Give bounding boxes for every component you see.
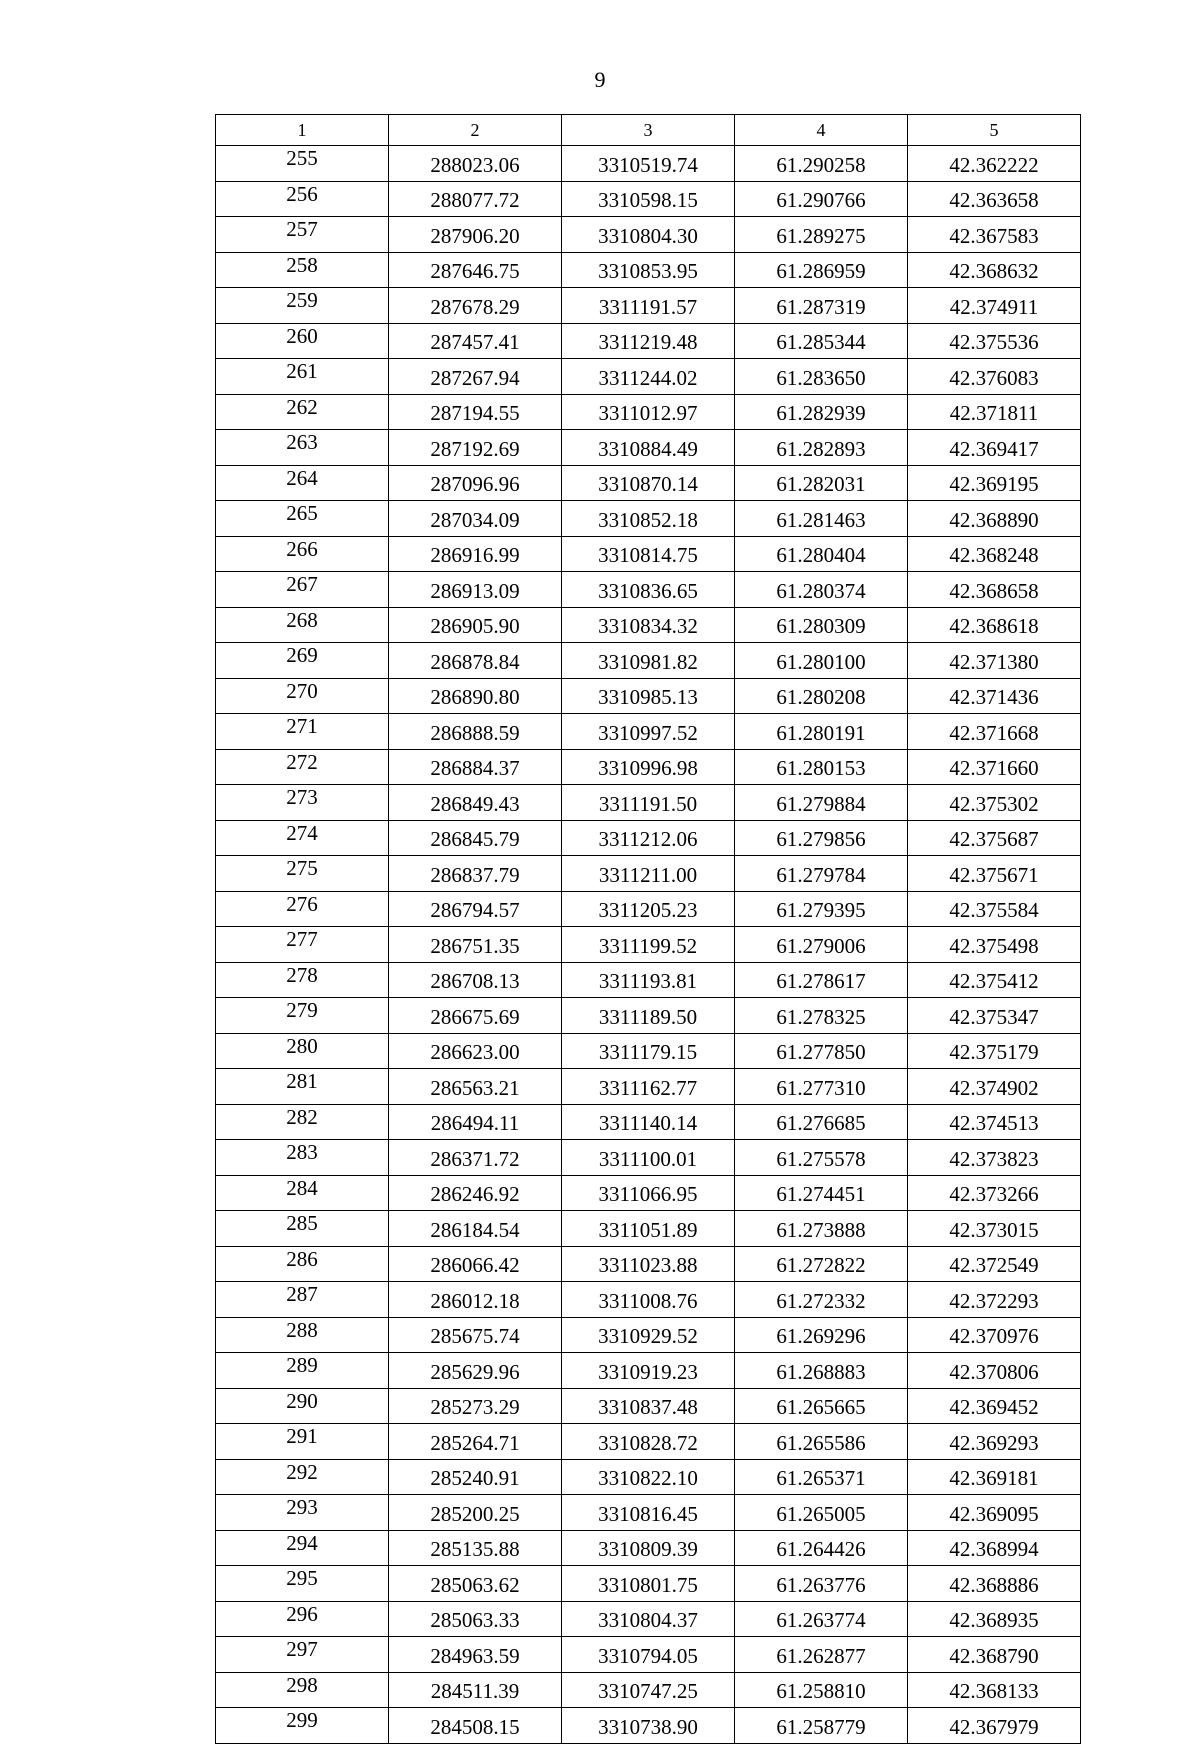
table-row [216,501,1081,537]
table-row [216,998,1081,1034]
point-number-cell: 260 [216,323,389,359]
y-coordinate-cell: 3310997.52 [562,714,735,750]
point-number-cell: 263 [216,430,389,466]
latitude-cell: 42.371436 [908,678,1081,714]
point-number-cell: 269 [216,643,389,679]
y-coordinate-cell: 3310870.14 [562,465,735,501]
table-row [216,1317,1081,1353]
table-row [216,785,1081,821]
point-number-cell: 271 [216,714,389,750]
point-number-cell: 295 [216,1566,389,1602]
point-number-cell: 267 [216,572,389,608]
table-row [216,1246,1081,1282]
point-number-cell: 283 [216,1140,389,1176]
table-body [216,146,1081,1744]
table-row [216,678,1081,714]
x-coordinate-cell: 286623.00 [389,1033,562,1069]
table-header [216,115,1081,146]
x-coordinate-cell: 285063.33 [389,1601,562,1637]
latitude-cell: 42.370976 [908,1317,1081,1353]
latitude-cell: 42.367979 [908,1708,1081,1744]
longitude-cell: 61.274451 [735,1175,908,1211]
x-coordinate-cell: 287096.96 [389,465,562,501]
x-coordinate-cell: 286066.42 [389,1246,562,1282]
longitude-cell: 61.279006 [735,927,908,963]
point-number-cell: 291 [216,1424,389,1460]
latitude-cell: 42.375347 [908,998,1081,1034]
table-row [216,820,1081,856]
point-number-cell: 257 [216,217,389,253]
table-row [216,181,1081,217]
table-row [216,1388,1081,1424]
x-coordinate-cell: 284508.15 [389,1708,562,1744]
latitude-cell: 42.368790 [908,1637,1081,1673]
column-header-3: 3 [562,115,735,146]
point-number-cell: 294 [216,1530,389,1566]
longitude-cell: 61.268883 [735,1353,908,1389]
point-number-cell: 297 [216,1637,389,1673]
latitude-cell: 42.363658 [908,181,1081,217]
table-row [216,217,1081,253]
x-coordinate-cell: 286494.11 [389,1104,562,1140]
point-number-cell: 274 [216,820,389,856]
x-coordinate-cell: 286905.90 [389,607,562,643]
longitude-cell: 61.258779 [735,1708,908,1744]
y-coordinate-cell: 3310804.30 [562,217,735,253]
table-row [216,891,1081,927]
longitude-cell: 61.280191 [735,714,908,750]
latitude-cell: 42.375687 [908,820,1081,856]
point-number-cell: 293 [216,1495,389,1531]
x-coordinate-cell: 288077.72 [389,181,562,217]
x-coordinate-cell: 287194.55 [389,394,562,430]
longitude-cell: 61.280208 [735,678,908,714]
x-coordinate-cell: 286371.72 [389,1140,562,1176]
table-row [216,572,1081,608]
longitude-cell: 61.282893 [735,430,908,466]
latitude-cell: 42.374513 [908,1104,1081,1140]
x-coordinate-cell: 286916.99 [389,536,562,572]
table-row [216,536,1081,572]
point-number-cell: 261 [216,359,389,395]
point-number-cell: 256 [216,181,389,217]
coordinates-table [215,114,1081,1744]
x-coordinate-cell: 287646.75 [389,252,562,288]
latitude-cell: 42.375671 [908,856,1081,892]
longitude-cell: 61.272332 [735,1282,908,1318]
y-coordinate-cell: 3311219.48 [562,323,735,359]
table-row [216,1175,1081,1211]
point-number-cell: 268 [216,607,389,643]
latitude-cell: 42.369417 [908,430,1081,466]
y-coordinate-cell: 3310794.05 [562,1637,735,1673]
y-coordinate-cell: 3311100.01 [562,1140,735,1176]
y-coordinate-cell: 3310919.23 [562,1353,735,1389]
x-coordinate-cell: 286563.21 [389,1069,562,1105]
table-row [216,1140,1081,1176]
longitude-cell: 61.285344 [735,323,908,359]
table-row [216,1033,1081,1069]
point-number-cell: 296 [216,1601,389,1637]
longitude-cell: 61.265371 [735,1459,908,1495]
point-number-cell: 279 [216,998,389,1034]
x-coordinate-cell: 286675.69 [389,998,562,1034]
longitude-cell: 61.258810 [735,1672,908,1708]
longitude-cell: 61.290258 [735,146,908,182]
y-coordinate-cell: 3311008.76 [562,1282,735,1318]
table-row [216,1708,1081,1744]
x-coordinate-cell: 288023.06 [389,146,562,182]
table-row [216,714,1081,750]
y-coordinate-cell: 3310852.18 [562,501,735,537]
longitude-cell: 61.280309 [735,607,908,643]
longitude-cell: 61.280374 [735,572,908,608]
latitude-cell: 42.368618 [908,607,1081,643]
longitude-cell: 61.262877 [735,1637,908,1673]
table-row [216,1211,1081,1247]
latitude-cell: 42.369195 [908,465,1081,501]
table-row [216,323,1081,359]
point-number-cell: 259 [216,288,389,324]
table-row [216,1069,1081,1105]
x-coordinate-cell: 287267.94 [389,359,562,395]
y-coordinate-cell: 3310804.37 [562,1601,735,1637]
x-coordinate-cell: 284963.59 [389,1637,562,1673]
latitude-cell: 42.368133 [908,1672,1081,1708]
x-coordinate-cell: 286837.79 [389,856,562,892]
longitude-cell: 61.280100 [735,643,908,679]
point-number-cell: 281 [216,1069,389,1105]
y-coordinate-cell: 3310801.75 [562,1566,735,1602]
x-coordinate-cell: 285675.74 [389,1317,562,1353]
column-header-5: 5 [908,115,1081,146]
y-coordinate-cell: 3311211.00 [562,856,735,892]
point-number-cell: 270 [216,678,389,714]
latitude-cell: 42.369293 [908,1424,1081,1460]
point-number-cell: 284 [216,1175,389,1211]
table-row [216,1672,1081,1708]
longitude-cell: 61.280404 [735,536,908,572]
latitude-cell: 42.373015 [908,1211,1081,1247]
y-coordinate-cell: 3311189.50 [562,998,735,1034]
y-coordinate-cell: 3310853.95 [562,252,735,288]
y-coordinate-cell: 3311199.52 [562,927,735,963]
latitude-cell: 42.371380 [908,643,1081,679]
table-row [216,1495,1081,1531]
table-row [216,359,1081,395]
longitude-cell: 61.281463 [735,501,908,537]
table-row [216,1282,1081,1318]
latitude-cell: 42.372293 [908,1282,1081,1318]
latitude-cell: 42.371660 [908,749,1081,785]
longitude-cell: 61.277310 [735,1069,908,1105]
point-number-cell: 299 [216,1708,389,1744]
latitude-cell: 42.368658 [908,572,1081,608]
point-number-cell: 287 [216,1282,389,1318]
longitude-cell: 61.280153 [735,749,908,785]
header-row [216,115,1081,146]
table-row [216,1637,1081,1673]
latitude-cell: 42.374911 [908,288,1081,324]
y-coordinate-cell: 3311191.50 [562,785,735,821]
y-coordinate-cell: 3311205.23 [562,891,735,927]
latitude-cell: 42.369181 [908,1459,1081,1495]
latitude-cell: 42.371668 [908,714,1081,750]
x-coordinate-cell: 285264.71 [389,1424,562,1460]
y-coordinate-cell: 3311051.89 [562,1211,735,1247]
longitude-cell: 61.265665 [735,1388,908,1424]
x-coordinate-cell: 286184.54 [389,1211,562,1247]
y-coordinate-cell: 3311191.57 [562,288,735,324]
x-coordinate-cell: 286913.09 [389,572,562,608]
latitude-cell: 42.368886 [908,1566,1081,1602]
longitude-cell: 61.290766 [735,181,908,217]
longitude-cell: 61.283650 [735,359,908,395]
point-number-cell: 285 [216,1211,389,1247]
x-coordinate-cell: 286845.79 [389,820,562,856]
table-row [216,465,1081,501]
longitude-cell: 61.279395 [735,891,908,927]
table-row [216,643,1081,679]
x-coordinate-cell: 287457.41 [389,323,562,359]
y-coordinate-cell: 3310822.10 [562,1459,735,1495]
point-number-cell: 298 [216,1672,389,1708]
point-number-cell: 290 [216,1388,389,1424]
point-number-cell: 289 [216,1353,389,1389]
y-coordinate-cell: 3311140.14 [562,1104,735,1140]
y-coordinate-cell: 3311179.15 [562,1033,735,1069]
latitude-cell: 42.368248 [908,536,1081,572]
y-coordinate-cell: 3311244.02 [562,359,735,395]
latitude-cell: 42.369095 [908,1495,1081,1531]
point-number-cell: 272 [216,749,389,785]
longitude-cell: 61.276685 [735,1104,908,1140]
page-number: 9 [594,67,606,92]
column-header-1: 1 [216,115,389,146]
y-coordinate-cell: 3310828.72 [562,1424,735,1460]
latitude-cell: 42.376083 [908,359,1081,395]
x-coordinate-cell: 286794.57 [389,891,562,927]
x-coordinate-cell: 285240.91 [389,1459,562,1495]
latitude-cell: 42.368632 [908,252,1081,288]
longitude-cell: 61.275578 [735,1140,908,1176]
x-coordinate-cell: 286888.59 [389,714,562,750]
x-coordinate-cell: 286878.84 [389,643,562,679]
point-number-cell: 292 [216,1459,389,1495]
x-coordinate-cell: 285063.62 [389,1566,562,1602]
longitude-cell: 61.286959 [735,252,908,288]
latitude-cell: 42.373823 [908,1140,1081,1176]
y-coordinate-cell: 3310816.45 [562,1495,735,1531]
x-coordinate-cell: 287906.20 [389,217,562,253]
point-number-cell: 262 [216,394,389,430]
longitude-cell: 61.263774 [735,1601,908,1637]
table-row [216,430,1081,466]
latitude-cell: 42.375536 [908,323,1081,359]
x-coordinate-cell: 287192.69 [389,430,562,466]
y-coordinate-cell: 3311193.81 [562,962,735,998]
latitude-cell: 42.370806 [908,1353,1081,1389]
y-coordinate-cell: 3310836.65 [562,572,735,608]
table-row [216,1530,1081,1566]
y-coordinate-cell: 3310837.48 [562,1388,735,1424]
longitude-cell: 61.263776 [735,1566,908,1602]
column-header-2: 2 [389,115,562,146]
longitude-cell: 61.269296 [735,1317,908,1353]
point-number-cell: 277 [216,927,389,963]
table-row [216,607,1081,643]
x-coordinate-cell: 287678.29 [389,288,562,324]
point-number-cell: 266 [216,536,389,572]
table-row [216,288,1081,324]
longitude-cell: 61.282939 [735,394,908,430]
longitude-cell: 61.265005 [735,1495,908,1531]
longitude-cell: 61.264426 [735,1530,908,1566]
y-coordinate-cell: 3310738.90 [562,1708,735,1744]
latitude-cell: 42.362222 [908,146,1081,182]
y-coordinate-cell: 3310985.13 [562,678,735,714]
table-row [216,1104,1081,1140]
longitude-cell: 61.273888 [735,1211,908,1247]
latitude-cell: 42.374902 [908,1069,1081,1105]
longitude-cell: 61.278617 [735,962,908,998]
latitude-cell: 42.367583 [908,217,1081,253]
longitude-cell: 61.272822 [735,1246,908,1282]
table-row [216,1601,1081,1637]
y-coordinate-cell: 3311023.88 [562,1246,735,1282]
latitude-cell: 42.369452 [908,1388,1081,1424]
y-coordinate-cell: 3311162.77 [562,1069,735,1105]
y-coordinate-cell: 3310598.15 [562,181,735,217]
latitude-cell: 42.371811 [908,394,1081,430]
point-number-cell: 264 [216,465,389,501]
x-coordinate-cell: 284511.39 [389,1672,562,1708]
point-number-cell: 280 [216,1033,389,1069]
x-coordinate-cell: 286012.18 [389,1282,562,1318]
latitude-cell: 42.375412 [908,962,1081,998]
y-coordinate-cell: 3311066.95 [562,1175,735,1211]
table-row [216,927,1081,963]
latitude-cell: 42.375584 [908,891,1081,927]
table-row [216,1566,1081,1602]
longitude-cell: 61.265586 [735,1424,908,1460]
point-number-cell: 265 [216,501,389,537]
longitude-cell: 61.279856 [735,820,908,856]
x-coordinate-cell: 286246.92 [389,1175,562,1211]
x-coordinate-cell: 285273.29 [389,1388,562,1424]
longitude-cell: 61.277850 [735,1033,908,1069]
longitude-cell: 61.289275 [735,217,908,253]
point-number-cell: 278 [216,962,389,998]
column-header-4: 4 [735,115,908,146]
x-coordinate-cell: 285135.88 [389,1530,562,1566]
latitude-cell: 42.368890 [908,501,1081,537]
latitude-cell: 42.372549 [908,1246,1081,1282]
x-coordinate-cell: 286751.35 [389,927,562,963]
x-coordinate-cell: 286890.80 [389,678,562,714]
x-coordinate-cell: 286849.43 [389,785,562,821]
table-row [216,962,1081,998]
x-coordinate-cell: 285200.25 [389,1495,562,1531]
table-row [216,252,1081,288]
table-row [216,1424,1081,1460]
longitude-cell: 61.282031 [735,465,908,501]
y-coordinate-cell: 3310884.49 [562,430,735,466]
table-row [216,394,1081,430]
table-row [216,146,1081,182]
longitude-cell: 61.278325 [735,998,908,1034]
y-coordinate-cell: 3311012.97 [562,394,735,430]
y-coordinate-cell: 3310809.39 [562,1530,735,1566]
y-coordinate-cell: 3310981.82 [562,643,735,679]
table-row [216,1353,1081,1389]
latitude-cell: 42.368994 [908,1530,1081,1566]
x-coordinate-cell: 286884.37 [389,749,562,785]
longitude-cell: 61.279784 [735,856,908,892]
point-number-cell: 286 [216,1246,389,1282]
x-coordinate-cell: 287034.09 [389,501,562,537]
y-coordinate-cell: 3310519.74 [562,146,735,182]
y-coordinate-cell: 3310747.25 [562,1672,735,1708]
x-coordinate-cell: 285629.96 [389,1353,562,1389]
y-coordinate-cell: 3310929.52 [562,1317,735,1353]
point-number-cell: 273 [216,785,389,821]
point-number-cell: 282 [216,1104,389,1140]
longitude-cell: 61.279884 [735,785,908,821]
point-number-cell: 275 [216,856,389,892]
point-number-cell: 288 [216,1317,389,1353]
y-coordinate-cell: 3310814.75 [562,536,735,572]
table-row [216,749,1081,785]
latitude-cell: 42.375302 [908,785,1081,821]
point-number-cell: 258 [216,252,389,288]
latitude-cell: 42.368935 [908,1601,1081,1637]
x-coordinate-cell: 286708.13 [389,962,562,998]
y-coordinate-cell: 3310996.98 [562,749,735,785]
latitude-cell: 42.373266 [908,1175,1081,1211]
table-row [216,1459,1081,1495]
y-coordinate-cell: 3311212.06 [562,820,735,856]
longitude-cell: 61.287319 [735,288,908,324]
y-coordinate-cell: 3310834.32 [562,607,735,643]
point-number-cell: 255 [216,146,389,182]
latitude-cell: 42.375179 [908,1033,1081,1069]
latitude-cell: 42.375498 [908,927,1081,963]
point-number-cell: 276 [216,891,389,927]
table-row [216,856,1081,892]
